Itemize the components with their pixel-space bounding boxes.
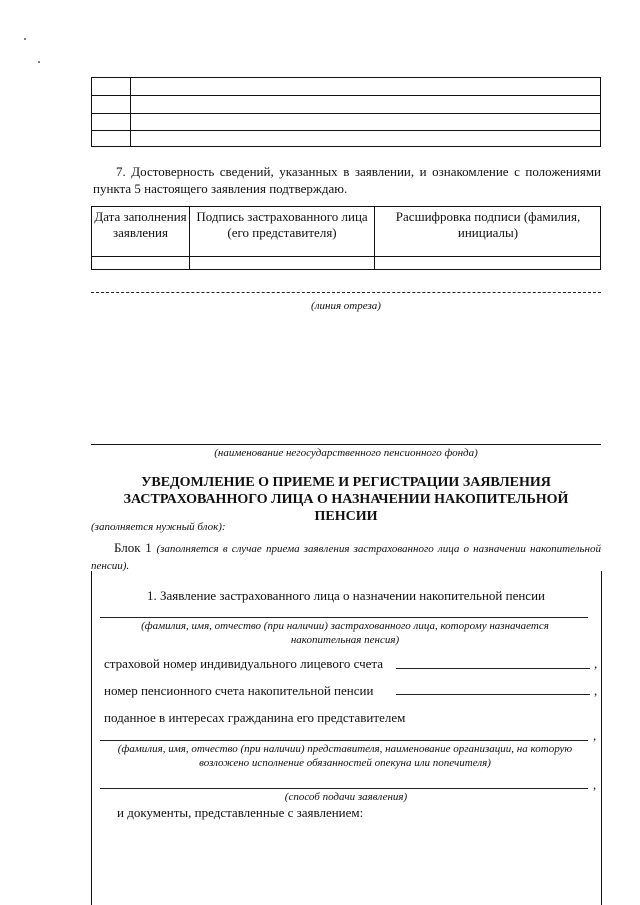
account-label: номер пенсионного счета накопительной пенсии [104, 683, 374, 698]
table-column-divider [130, 78, 131, 146]
documents-label: и документы, представленные с заявлением: [117, 805, 364, 820]
account-fill-line[interactable] [396, 694, 590, 695]
representative-fill-line[interactable] [100, 740, 588, 741]
notice-title-line-1: УВЕДОМЛЕНИЕ О ПРИЕМЕ И РЕГИСТРАЦИИ ЗАЯВЛЕНИЯ [141, 475, 551, 490]
signature-table [91, 206, 601, 270]
fio-fill-line [100, 617, 588, 618]
comma: , [594, 683, 598, 698]
representative-caption: (фамилия, имя, отчество (при наличии) представителя, наименование организации, на которую возложено исполнение обязанностей опекуна или попечителя) [117, 743, 573, 769]
cut-line [91, 292, 601, 293]
comma: , [593, 777, 597, 792]
submission-fill-line[interactable] [100, 788, 588, 789]
fund-name-line [91, 444, 601, 445]
scan-speck [38, 61, 40, 63]
representative-label: поданное в интересах гражданина его представителем [104, 710, 406, 725]
submission-caption: (способ подачи заявления) [284, 791, 408, 803]
block-1-note: (заполняется в случае приема заявления застрахованного лица о назначении накопительной пенсии). [91, 543, 601, 572]
block-frame-right [601, 571, 602, 905]
block-1-description [91, 540, 601, 574]
table-row-divider [92, 256, 600, 257]
snils-fill-line[interactable] [396, 668, 590, 669]
comma: , [594, 656, 598, 671]
fio-caption: (фамилия, имя, отчество (при наличии) застрахованного лица, которому назначается накопительная пенсия) [141, 620, 549, 646]
block-frame-left [91, 571, 92, 905]
date-column-header: Дата заполнения заявления [94, 209, 187, 240]
signature-column-header: Подпись застрахованного лица (его представителя) [196, 209, 368, 240]
item-1-heading: 1. Заявление застрахованного лица о назначении накопительной пенсии [147, 588, 545, 603]
cut-line-caption: (линия отреза) [311, 300, 381, 312]
snils-label: страховой номер индивидуального лицевого счета [104, 656, 384, 671]
notice-title [91, 474, 601, 525]
notice-title-line-2: ЗАСТРАХОВАННОГО ЛИЦА О НАЗНАЧЕНИИ НАКОПИТЕЛЬНОЙ ПЕНСИИ [123, 492, 569, 524]
table-row-divider [92, 130, 600, 131]
fund-name-caption: (наименование негосударственного пенсионного фонда) [214, 447, 478, 459]
decoding-column-header: Расшифровка подписи (фамилия, инициалы) [395, 209, 581, 240]
item-7-confirmation-text: 7. Достоверность сведений, указанных в заявлении, и ознакомление с положениями пункта 5 настоящего заявления подтверждаю. [93, 164, 601, 196]
comma: , [593, 728, 597, 743]
block-1-label: Блок 1 [114, 540, 152, 555]
table-row-divider [92, 113, 600, 114]
top-empty-table [91, 77, 601, 147]
table-row-divider [92, 95, 600, 96]
scan-speck [24, 38, 26, 40]
fill-block-note: (заполняется нужный блок): [91, 521, 226, 533]
